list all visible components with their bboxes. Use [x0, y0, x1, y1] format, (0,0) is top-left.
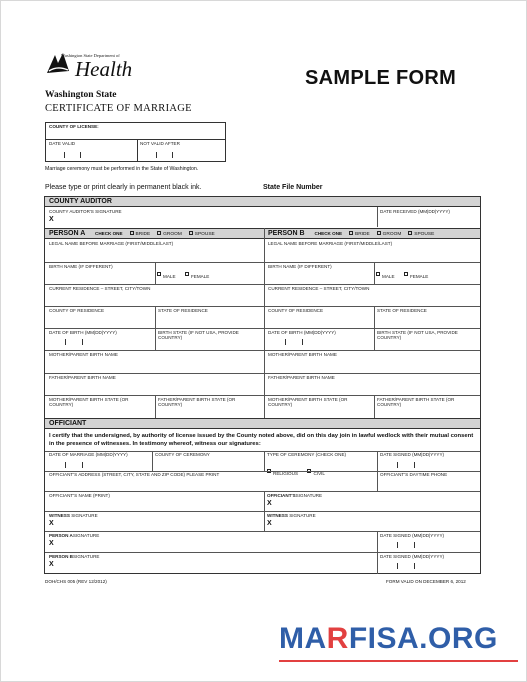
- a-dob-label[interactable]: DATE OF BIRTH (MM|DD|YYYY): [49, 330, 117, 335]
- officiant-name-label[interactable]: OFFICIANT'S NAME (PRINT): [49, 493, 110, 498]
- officiant-signature-x: X: [267, 500, 272, 507]
- agency-small-text: Washington State Department of: [61, 53, 120, 58]
- b-state-residence-label[interactable]: STATE OF RESIDENCE: [377, 308, 427, 313]
- auditor-signature-label[interactable]: COUNTY AUDITOR'S SIGNATURE: [49, 209, 122, 214]
- b-residence-label[interactable]: CURRENT RESIDENCE – STREET, CITY/TOWN: [268, 286, 370, 291]
- b-birth-name-label[interactable]: BIRTH NAME (IF DIFFERENT): [268, 264, 332, 269]
- not-valid-after-label[interactable]: NOT VALID AFTER: [140, 141, 180, 146]
- witness-1-label[interactable]: WITNESS SIGNATURE: [49, 513, 98, 518]
- b-sex-options: MALE FEMALE: [376, 265, 428, 283]
- spouse-a-checkbox[interactable]: [189, 231, 193, 235]
- b-mother-state-label[interactable]: MOTHER/PARENT BIRTH STATE (OR COUNTRY): [268, 397, 348, 407]
- b-dob-label[interactable]: DATE OF BIRTH (MM|DD|YYYY): [268, 330, 336, 335]
- watermark-underline: [279, 660, 518, 662]
- person-a-date-signed-label[interactable]: DATE SIGNED (MM|DD|YYYY): [380, 533, 445, 538]
- a-mother-state-label[interactable]: MOTHER/PARENT BIRTH STATE (OR COUNTRY): [49, 397, 129, 407]
- date-signed-label[interactable]: DATE SIGNED (MM|DD|YYYY): [380, 452, 445, 457]
- a-mother-label[interactable]: MOTHER/PARENT BIRTH NAME: [49, 352, 118, 357]
- county-of-license-label: COUNTY OF LICENSE:: [49, 124, 99, 129]
- state-file-number-label: State File Number: [263, 184, 323, 191]
- a-female-checkbox[interactable]: [185, 272, 189, 276]
- instruction-text: Please type or print clearly in permanent black ink.: [45, 184, 202, 191]
- county-ceremony-label[interactable]: COUNTY OF CEREMONY: [155, 452, 210, 457]
- groom-a-checkbox[interactable]: [157, 231, 161, 235]
- b-father-state-label[interactable]: FATHER/PARENT BIRTH STATE (OR COUNTRY): [377, 397, 455, 407]
- marriage-form: [44, 196, 481, 574]
- b-mother-label[interactable]: MOTHER/PARENT BIRTH NAME: [268, 352, 337, 357]
- license-box: [45, 122, 226, 162]
- person-b-signature-x: X: [49, 561, 54, 568]
- ceremony-note: Marriage ceremony must be performed in the State of Washington.: [45, 166, 199, 172]
- a-male-checkbox[interactable]: [157, 272, 161, 276]
- officiant-phone-label[interactable]: OFFICIANT'S DAYTIME PHONE: [380, 472, 448, 477]
- bride-b-checkbox[interactable]: [349, 231, 353, 235]
- type-ceremony-label: TYPE OF CEREMONY (CHECK ONE): [267, 452, 347, 457]
- person-b-signature-label[interactable]: PERSON BSIGNATURE: [49, 554, 100, 559]
- marfisa-watermark: MARFISA.ORG: [279, 622, 498, 655]
- a-birth-name-label[interactable]: BIRTH NAME (IF DIFFERENT): [49, 264, 113, 269]
- b-birth-state-label[interactable]: BIRTH STATE (IF NOT USA, PROVIDE COUNTRY): [377, 330, 458, 340]
- officiant-header: OFFICIANT: [45, 418, 480, 429]
- date-valid-label[interactable]: DATE VALID: [49, 141, 76, 146]
- sample-form-label: SAMPLE FORM: [305, 67, 457, 89]
- a-birth-state-label[interactable]: BIRTH STATE (IF NOT USA, PROVIDE COUNTRY): [158, 330, 239, 340]
- form-valid-date: FORM VALID ON DECEMBER 6, 2012: [386, 579, 466, 584]
- b-legal-name-label[interactable]: LEGAL NAME BEFORE MARRIAGE (FIRST/MIDDLE/LAST): [268, 241, 393, 246]
- person-a-header: PERSON A CHECK ONE BRIDE GROOM SPOUSE: [49, 230, 215, 237]
- witness-2-label[interactable]: WITNESS SIGNATURE: [267, 513, 316, 518]
- county-auditor-header: COUNTY AUDITOR: [45, 197, 480, 207]
- date-received-label[interactable]: DATE RECEIVED (MM|DD|YYYY): [380, 209, 450, 214]
- certification-text: I certify that the undersigned, by authority of license issued by the County noted above, did on this day join in lawful wedlock with their mutual consent in the presence of witnesses. In testimony whereof, witness our signatures:: [49, 433, 474, 447]
- person-a-signature-x: X: [49, 540, 54, 547]
- form-id: DOH/CHS 005 (REV 12/2012): [45, 579, 107, 584]
- witness-1-x: X: [49, 520, 54, 527]
- b-county-residence-label[interactable]: COUNTY OF RESIDENCE: [268, 308, 324, 313]
- person-a-signature-label[interactable]: PERSON ASIGNATURE: [49, 533, 100, 538]
- a-residence-label[interactable]: CURRENT RESIDENCE – STREET, CITY/TOWN: [49, 286, 151, 291]
- spouse-b-checkbox[interactable]: [408, 231, 412, 235]
- officiant-signature-label[interactable]: OFFICIANT'SSIGNATURE: [267, 493, 323, 498]
- groom-b-checkbox[interactable]: [377, 231, 381, 235]
- person-b-header: PERSON B CHECK ONE BRIDE GROOM SPOUSE: [268, 230, 435, 237]
- b-father-label[interactable]: FATHER/PARENT BIRTH NAME: [268, 375, 335, 380]
- a-father-state-label[interactable]: FATHER/PARENT BIRTH STATE (OR COUNTRY): [158, 397, 236, 407]
- a-state-residence-label[interactable]: STATE OF RESIDENCE: [158, 308, 208, 313]
- a-legal-name-label[interactable]: LEGAL NAME BEFORE MARRIAGE (FIRST/MIDDLE/LAST): [49, 241, 174, 246]
- b-male-checkbox[interactable]: [376, 272, 380, 276]
- a-sex-options: MALE FEMALE: [157, 265, 209, 283]
- b-female-checkbox[interactable]: [404, 272, 408, 276]
- logo-text: Health: [75, 57, 133, 81]
- witness-2-x: X: [267, 520, 272, 527]
- auditor-signature-x: X: [49, 216, 54, 223]
- certificate-title: CERTIFICATE OF MARRIAGE: [45, 103, 192, 114]
- date-of-marriage-label[interactable]: DATE OF MARRIAGE (MM|DD|YYYY): [49, 452, 128, 457]
- a-county-residence-label[interactable]: COUNTY OF RESIDENCE: [49, 308, 105, 313]
- a-father-label[interactable]: FATHER/PARENT BIRTH NAME: [49, 375, 116, 380]
- officiant-address-label[interactable]: OFFICIANT'S ADDRESS (STREET, CITY, STATE AND ZIP CODE) PLEASE PRINT: [49, 472, 220, 477]
- state-name: Washington State: [45, 90, 117, 100]
- person-b-date-signed-label[interactable]: DATE SIGNED (MM|DD|YYYY): [380, 554, 445, 559]
- bride-a-checkbox[interactable]: [130, 231, 134, 235]
- ceremony-type-options: RELIGIOUS CIVIL: [267, 462, 325, 480]
